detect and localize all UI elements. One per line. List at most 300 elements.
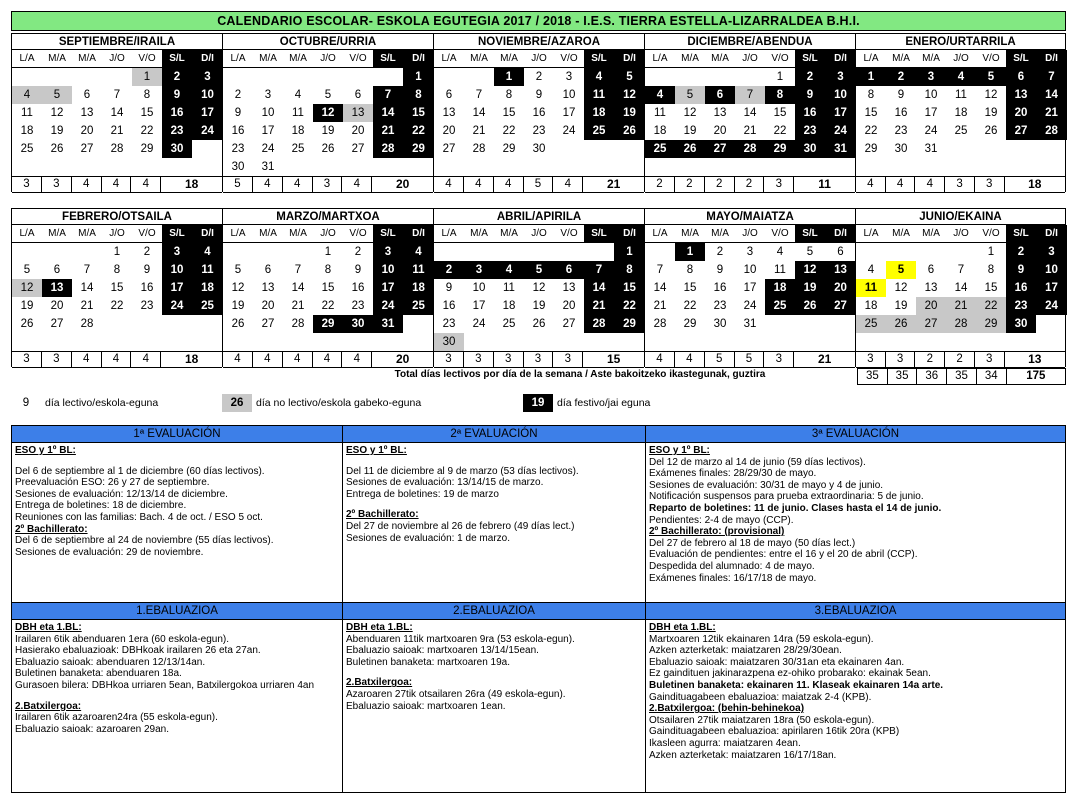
month-title: SEPTIEMBRE/IRAILA <box>12 33 222 50</box>
month-marzo <box>222 208 433 367</box>
weekday-label: M/A <box>464 50 494 68</box>
weekday-label: J/O <box>524 50 554 68</box>
spacer <box>15 457 339 466</box>
weekday-label: S/L <box>162 225 192 243</box>
day-cell: 20 <box>916 297 946 315</box>
eval-line: Del 6 de septiembre al 1 de diciembre (60 días lectivos). <box>15 465 265 477</box>
weekday-total: 4 <box>915 177 945 192</box>
week-row <box>223 297 433 315</box>
legend-swatch-black: 19 <box>523 394 553 412</box>
weekday-label: L/A <box>856 225 886 243</box>
eval-line: Ebaluazio saioak: maiatzaren 30/31an eta ekainaren 4an. <box>649 656 905 668</box>
empty-cell <box>343 333 373 351</box>
eval-line: Azaroaren 27tik otsailaren 26ra (49 eskola-egun). <box>346 688 566 700</box>
empty-cell <box>494 158 524 176</box>
day-cell: 6 <box>445 89 453 101</box>
eval-line: Entrega de boletines: 18 de diciembre. <box>15 500 187 512</box>
eval-line: DBH eta 1.BL: <box>15 622 82 633</box>
day-cell: 6 <box>554 261 584 279</box>
day-cell: 31 <box>261 161 275 173</box>
weekday-total: 4 <box>342 177 372 192</box>
empty-cell <box>584 158 614 176</box>
day-cell: 11 <box>192 261 223 279</box>
eval-line: 2.Batxilergoa: <box>346 677 413 689</box>
day-cell: 5 <box>675 86 705 104</box>
day-cell: 4 <box>192 243 223 261</box>
day-cell: 27 <box>705 140 735 158</box>
week-row <box>223 86 433 104</box>
day-cell: 22 <box>502 125 516 137</box>
empty-cell <box>192 140 223 158</box>
weekday-total: 2 <box>945 352 975 367</box>
empty-cell <box>645 243 675 261</box>
weekday-label: M/A <box>494 225 524 243</box>
weekday-header <box>645 225 855 243</box>
day-cell: 27 <box>916 315 946 333</box>
day-cell: 26 <box>20 318 34 330</box>
empty-cell <box>403 333 434 351</box>
empty-cell <box>1006 140 1036 158</box>
month-totals <box>645 351 855 368</box>
weekday-total: 4 <box>494 177 524 192</box>
weekday-total: 4 <box>72 177 102 192</box>
week-row <box>12 68 222 86</box>
day-cell: 13 <box>343 104 373 122</box>
day-cell: 20 <box>562 300 576 312</box>
week-row <box>223 243 433 261</box>
day-cell: 28 <box>584 315 614 333</box>
day-cell: 23 <box>713 300 727 312</box>
empty-cell <box>132 315 162 333</box>
empty-cell <box>283 158 313 176</box>
empty-cell <box>403 158 434 176</box>
empty-cell <box>192 315 223 333</box>
empty-cell <box>554 243 584 261</box>
eval-line: ESO y 1º BL: <box>649 445 710 456</box>
empty-cell <box>1036 315 1067 333</box>
legend-label: día no lectivo/eskola gabeko-eguna <box>256 397 422 409</box>
eval-line: Sesiones de evaluación: 29 de noviembre. <box>15 546 204 558</box>
day-cell: 4 <box>645 86 675 104</box>
weekday-label: D/I <box>192 50 223 68</box>
weekday-header <box>645 50 855 68</box>
weekday-label: L/A <box>434 225 464 243</box>
empty-cell <box>524 158 554 176</box>
week-row <box>645 297 855 315</box>
day-cell: 17 <box>825 104 856 122</box>
empty-cell <box>1036 140 1067 158</box>
weekday-total: 3 <box>42 177 72 192</box>
eval-line: Del 27 de febrero al 18 de mayo (50 días lect.) <box>649 537 856 549</box>
weekday-total: 4 <box>102 352 132 367</box>
day-cell: 2 <box>716 246 724 258</box>
day-cell: 7 <box>294 264 302 276</box>
day-cell: 28 <box>1036 122 1067 140</box>
eval-line: Otsailaren 27tik maiatzaren 18ra (50 eskola-egun). <box>649 714 875 726</box>
day-cell: 27 <box>562 318 576 330</box>
day-cell: 6 <box>705 86 735 104</box>
day-cell: 21 <box>472 125 486 137</box>
day-cell: 10 <box>472 282 486 294</box>
weekday-label: S/L <box>795 225 825 243</box>
eval-line: Del 11 de diciembre al 9 de marzo (53 días lectivos). <box>346 465 579 477</box>
month-totals <box>223 351 433 368</box>
eval-line: Pendientes: 2-4 de mayo (CCP). <box>649 514 794 526</box>
weekday-label: J/O <box>313 225 343 243</box>
summary-grand-total: 175 <box>1026 370 1046 382</box>
day-cell: 23 <box>1006 297 1036 315</box>
empty-cell <box>1036 333 1067 351</box>
week-row <box>434 261 644 279</box>
empty-cell <box>494 243 524 261</box>
weekday-label: J/O <box>946 50 976 68</box>
weekday-total: 4 <box>131 352 161 367</box>
eval-line: Ebaluazio saioak: martxoaren 13/14/15ean. <box>346 645 539 657</box>
day-cell: 11 <box>21 107 33 119</box>
day-cell: 20 <box>825 279 856 297</box>
legend-teaching-day <box>11 394 158 412</box>
weekday-label: S/L <box>373 225 403 243</box>
weekday-label: L/A <box>434 50 464 68</box>
empty-cell <box>886 243 916 261</box>
eval-line: Gaindituagabeen ebaluazioa: maiatzak 2-4 (KPB). <box>649 691 872 703</box>
day-cell: 12 <box>231 282 245 294</box>
weekday-total: 4 <box>102 177 132 192</box>
weekday-label: S/L <box>584 225 614 243</box>
eval-column-3 <box>646 426 1065 792</box>
day-cell: 15 <box>773 107 787 119</box>
day-cell: 6 <box>354 89 362 101</box>
empty-cell <box>72 158 102 176</box>
day-cell: 11 <box>503 282 515 294</box>
week-row <box>434 279 644 297</box>
day-cell: 2 <box>234 89 242 101</box>
empty-cell <box>524 243 554 261</box>
weekday-label: M/A <box>283 50 313 68</box>
weekday-label: D/I <box>1036 225 1067 243</box>
week-row <box>223 261 433 279</box>
eval-header: 1ª EVALUACIÓN <box>12 426 342 443</box>
eval-line: Irailaren 6tik abenduaren 1era (60 eskola-egun). <box>15 633 230 645</box>
day-cell: 28 <box>653 318 667 330</box>
eval-line: Preevaluación ESO: 26 y 27 de septiembre. <box>15 477 210 489</box>
empty-cell <box>825 333 856 351</box>
day-cell: 13 <box>261 282 275 294</box>
weekday-label: M/A <box>42 225 72 243</box>
day-cell: 29 <box>864 143 878 155</box>
day-cell: 12 <box>614 86 645 104</box>
week-row <box>434 158 644 176</box>
day-cell: 5 <box>614 68 645 86</box>
day-cell: 30 <box>532 143 546 155</box>
day-cell: 5 <box>976 68 1006 86</box>
month-enero <box>855 33 1066 192</box>
month-septiembre <box>11 33 222 192</box>
day-cell: 28 <box>373 140 403 158</box>
day-cell: 21 <box>653 300 667 312</box>
weekday-label: V/O <box>132 50 162 68</box>
day-cell: 11 <box>584 86 614 104</box>
eval-line: Del 12 de marzo al 14 de junio (59 días lectivos). <box>649 456 866 468</box>
weekday-total: 4 <box>342 352 372 367</box>
eval-line: Sesiones de evaluación: 13/14/15 de marzo. <box>346 477 544 489</box>
day-cell: 12 <box>984 89 998 101</box>
empty-cell <box>735 68 765 86</box>
day-cell: 2 <box>354 246 362 258</box>
empty-cell <box>283 68 313 86</box>
day-cell: 20 <box>1006 104 1036 122</box>
weekday-label: M/A <box>675 50 705 68</box>
day-cell: 16 <box>231 125 245 137</box>
day-cell: 21 <box>373 122 403 140</box>
day-cell: 18 <box>864 300 878 312</box>
week-row <box>223 158 433 176</box>
day-cell: 17 <box>162 279 192 297</box>
eval-line: Buletinen banaketa: abenduaren 18a. <box>15 668 182 680</box>
eval-line: Sesiones de evaluación: 12/13/14 de diciembre. <box>15 488 228 500</box>
week-row <box>856 243 1065 261</box>
day-cell: 10 <box>162 261 192 279</box>
day-cell: 17 <box>261 125 275 137</box>
weekday-label: S/L <box>1006 50 1036 68</box>
day-cell: 17 <box>924 107 938 119</box>
day-cell: 9 <box>1006 261 1036 279</box>
day-cell: 3 <box>916 68 946 86</box>
weekday-label: D/I <box>403 50 434 68</box>
empty-cell <box>856 243 886 261</box>
month-total: 18 <box>184 352 199 366</box>
empty-cell <box>373 68 403 86</box>
day-cell: 1 <box>324 246 332 258</box>
day-cell: 17 <box>562 107 576 119</box>
week-row <box>223 333 433 351</box>
day-cell: 9 <box>897 89 905 101</box>
weekday-total: 5 <box>705 352 735 367</box>
day-cell: 27 <box>351 143 365 155</box>
empty-cell <box>12 243 42 261</box>
week-row <box>856 140 1065 158</box>
eval-line: Azken azterketak: maiatzaren 28/29/30ean. <box>649 645 842 657</box>
empty-cell <box>554 333 584 351</box>
day-cell: 26 <box>795 297 825 315</box>
day-cell: 9 <box>162 86 192 104</box>
empty-cell <box>253 68 283 86</box>
day-cell: 12 <box>683 107 697 119</box>
empty-cell <box>313 158 343 176</box>
day-cell: 20 <box>351 125 365 137</box>
empty-cell <box>916 333 946 351</box>
day-cell: 19 <box>614 104 645 122</box>
month-total: 13 <box>1028 352 1042 366</box>
month-total: 18 <box>1028 177 1042 191</box>
day-cell: 25 <box>954 125 968 137</box>
month-title: MAYO/MAIATZA <box>645 208 855 225</box>
eval-line: Ebaluazio saioak: martxoaren 1ean. <box>346 700 506 712</box>
weekday-label: M/A <box>916 225 946 243</box>
day-cell: 16 <box>713 282 727 294</box>
day-cell: 25 <box>584 122 614 140</box>
eval-line: Despedida del alumnado: 4 de mayo. <box>649 560 815 572</box>
weekday-total: 3 <box>945 177 975 192</box>
eval-line: Sesiones de evaluación: 30/31 de mayo y 4 de junio. <box>649 479 884 491</box>
day-cell: 10 <box>825 86 856 104</box>
day-cell: 4 <box>494 261 524 279</box>
empty-cell <box>675 333 705 351</box>
day-cell: 30 <box>231 161 245 173</box>
empty-cell <box>614 333 645 351</box>
weekday-label: M/A <box>916 50 946 68</box>
day-cell: 2 <box>162 68 192 86</box>
empty-cell <box>946 140 976 158</box>
week-row <box>12 140 222 158</box>
weekday-total: 3 <box>42 352 72 367</box>
week-row <box>645 315 855 333</box>
day-cell: 21 <box>80 300 94 312</box>
calendar-title: CALENDARIO ESCOLAR- ESKOLA EGUTEGIA 2017 / 2018 - I.E.S. TIERRA ESTELLA-LIZARRALDEA B.H.I. <box>11 11 1066 31</box>
month-title: JUNIO/EKAINA <box>856 208 1065 225</box>
day-cell: 1 <box>403 68 434 86</box>
day-cell: 25 <box>20 143 34 155</box>
day-cell: 21 <box>946 297 976 315</box>
day-cell: 9 <box>795 86 825 104</box>
day-cell: 4 <box>946 68 976 86</box>
weekday-label: D/I <box>825 225 856 243</box>
day-cell: 14 <box>291 282 305 294</box>
eval-line: Del 27 de noviembre al 26 de febrero (49 días lect.) <box>346 520 575 532</box>
weekday-label: J/O <box>102 225 132 243</box>
weekday-label: V/O <box>554 225 584 243</box>
day-cell: 3 <box>162 243 192 261</box>
eval-line: Gurasoen bilera: DBHkoa urriaren 5ean, Batxilergokoa urriaren 4an <box>15 679 315 691</box>
weekday-total: 5 <box>223 177 253 192</box>
empty-cell <box>223 68 253 86</box>
day-cell: 6 <box>927 264 935 276</box>
weekday-label: D/I <box>614 225 645 243</box>
month-mayo <box>644 208 855 367</box>
empty-cell <box>554 140 584 158</box>
day-cell: 26 <box>675 140 705 158</box>
eval-line: DBH eta 1.BL: <box>346 622 413 633</box>
weekday-total: 5 <box>524 177 554 192</box>
day-cell: 24 <box>162 297 192 315</box>
ebaluazioa-header: 3.EBALUAZIOA <box>646 603 1065 620</box>
spacer <box>15 692 339 701</box>
day-cell: 3 <box>192 68 223 86</box>
empty-cell <box>42 243 72 261</box>
day-cell: 7 <box>475 89 483 101</box>
week-row <box>223 315 433 333</box>
day-cell: 3 <box>825 68 856 86</box>
week-row <box>856 315 1065 333</box>
day-cell: 12 <box>532 282 546 294</box>
weekday-label: M/A <box>72 50 102 68</box>
day-cell: 6 <box>837 246 844 258</box>
day-cell: 3 <box>1036 243 1067 261</box>
empty-cell <box>283 243 313 261</box>
week-row <box>645 140 855 158</box>
day-cell: 31 <box>924 143 938 155</box>
week-row <box>434 140 644 158</box>
day-cell: 16 <box>532 107 546 119</box>
empty-cell <box>614 140 645 158</box>
empty-cell <box>614 158 645 176</box>
day-cell: 9 <box>445 282 453 294</box>
empty-cell <box>223 333 253 351</box>
month-abril <box>433 208 644 367</box>
day-cell: 1 <box>614 243 645 261</box>
empty-cell <box>825 315 856 333</box>
week-row <box>12 279 222 297</box>
day-cell: 7 <box>1036 68 1067 86</box>
weekday-total: 2 <box>735 177 765 192</box>
week-row <box>856 297 1065 315</box>
weekday-label: S/L <box>162 50 192 68</box>
month-junio <box>855 208 1066 367</box>
day-cell: 27 <box>261 318 275 330</box>
ebaluazioa-body <box>343 620 645 794</box>
weekday-label: M/A <box>886 225 916 243</box>
weekday-total: 3 <box>494 352 524 367</box>
day-cell: 30 <box>795 140 825 158</box>
weekday-total: 4 <box>886 177 916 192</box>
month-total: 20 <box>395 177 410 191</box>
empty-cell <box>976 158 1006 176</box>
ebaluazioa-body <box>646 620 1065 794</box>
day-cell: 22 <box>683 300 697 312</box>
empty-cell <box>72 68 102 86</box>
weekday-label: S/L <box>795 50 825 68</box>
month-total: 21 <box>606 177 621 191</box>
legend-swatch-gray: 26 <box>222 394 252 412</box>
day-cell: 15 <box>140 107 154 119</box>
day-cell: 17 <box>1036 279 1067 297</box>
legend-swatch-white: 9 <box>22 397 30 409</box>
day-cell: 19 <box>20 300 34 312</box>
eval-column-1 <box>12 426 343 792</box>
day-cell: 31 <box>743 318 757 330</box>
day-cell: 14 <box>472 107 486 119</box>
day-cell: 5 <box>806 246 814 258</box>
month-total: 20 <box>395 352 410 366</box>
day-cell: 7 <box>656 264 664 276</box>
empty-cell <box>916 243 946 261</box>
month-totals <box>223 176 433 193</box>
eval-line: 2º Bachillerato: (provisional) <box>649 526 785 538</box>
weekday-total: 3 <box>434 352 464 367</box>
day-cell: 18 <box>765 279 795 297</box>
day-cell: 19 <box>894 300 908 312</box>
day-cell: 25 <box>856 315 886 333</box>
day-cell: 28 <box>291 318 305 330</box>
month-diciembre <box>644 33 855 192</box>
day-cell: 25 <box>765 297 795 315</box>
day-cell: 24 <box>373 297 403 315</box>
day-cell: 3 <box>746 246 754 258</box>
week-row <box>12 333 222 351</box>
week-row <box>12 86 222 104</box>
week-row <box>223 122 433 140</box>
day-cell: 19 <box>683 125 697 137</box>
empty-cell <box>343 158 373 176</box>
day-cell: 1 <box>675 243 705 261</box>
eval-line: 2.Batxilergoa: <box>15 700 82 712</box>
day-cell: 15 <box>683 282 697 294</box>
eval-line: Azken azterketak: maiatzaren 16/17/18an. <box>649 749 837 761</box>
weekday-total: 2 <box>705 177 735 192</box>
week-row <box>12 158 222 176</box>
day-cell: 10 <box>192 86 223 104</box>
day-cell: 12 <box>12 279 42 297</box>
